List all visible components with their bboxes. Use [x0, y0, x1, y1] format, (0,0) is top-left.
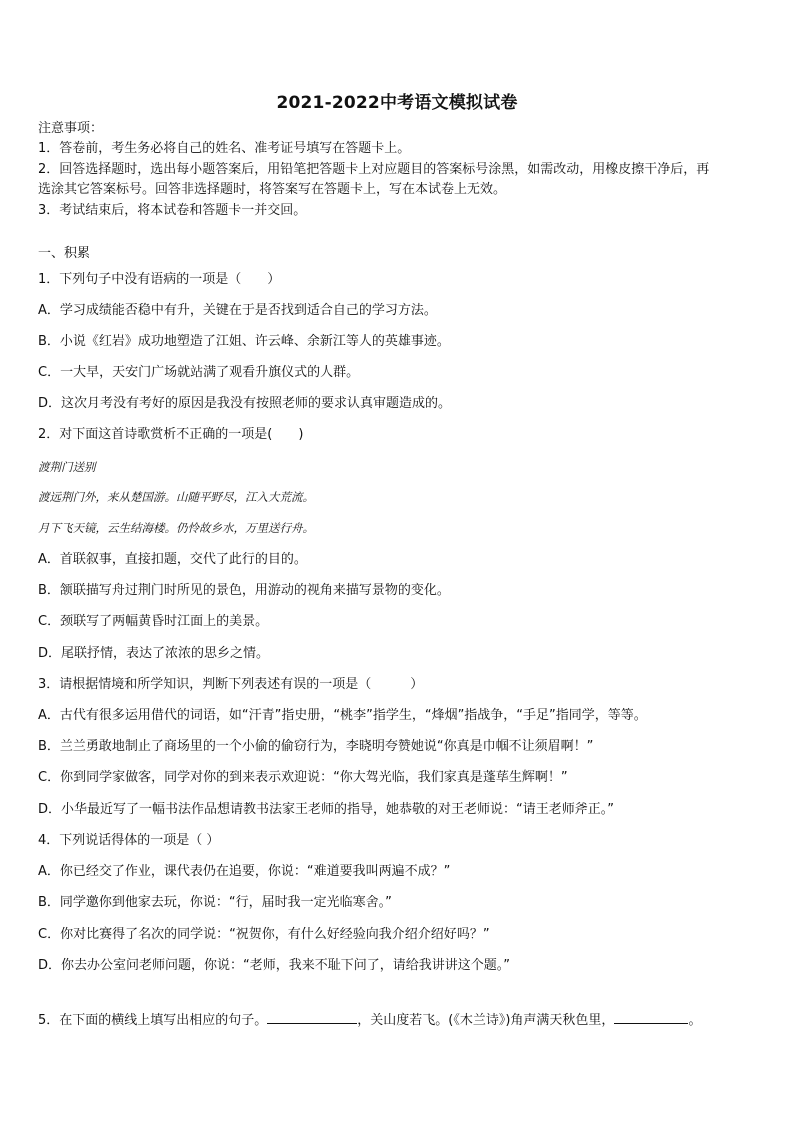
question-stem: 4．下列说话得体的一项是（ ） [38, 833, 220, 848]
notice-item: 2．回答选择题时，选出每小题答案后，用铅笔把答题卡上对应题目的答案标号涂黑，如需改动，用橡皮擦干净后，再 [38, 162, 710, 177]
option-b: B．兰兰勇敢地制止了商场里的一个小偷的偷窃行为，李晓明夸赞她说“你真是巾帼不让须眉啊！” [38, 739, 594, 754]
option-d: D．这次月考没有考好的原因是我没有按照老师的要求认真审题造成的。 [38, 396, 452, 411]
answer-blank[interactable] [614, 1011, 688, 1024]
q5-end: 。 [688, 1013, 702, 1028]
notice-item: 3．考试结束后，将本试卷和答题卡一并交回。 [38, 203, 307, 218]
page-title: 2021-2022中考语文模拟试卷 [276, 93, 518, 113]
question-stem: 3．请根据情境和所学知识，判断下列表述有误的一项是（ ） [38, 677, 424, 692]
option-a: A．学习成绩能否稳中有升，关键在于是否找到适合自己的学习方法。 [38, 303, 437, 318]
option-a: A．你已经交了作业，课代表仍在追要，你说：“难道要我叫两遍不成？” [38, 864, 451, 879]
notice-item: 选涂其它答案标号。回答非选择题时，将答案写在答题卡上，写在本试卷上无效。 [38, 182, 507, 197]
question-stem: 2．对下面这首诗歌赏析不正确的一项是( ) [38, 427, 304, 442]
q5-prompt: 5．在下面的横线上填写出相应的句子。 [38, 1013, 268, 1028]
answer-blank[interactable] [267, 1011, 357, 1024]
option-d: D．小华最近写了一幅书法作品想请教书法家王老师的指导，她恭敬的对王老师说：“请王老师斧正。” [38, 802, 614, 817]
question-stem [38, 1011, 701, 1029]
option-c: C．你对比赛得了名次的同学说：“祝贺你，有什么好经验向我介绍介绍好吗？” [38, 927, 490, 942]
option-c: C．一大早，天安门广场就站满了观看升旗仪式的人群。 [38, 365, 360, 380]
poem-title: 渡荆门送别 [38, 460, 96, 474]
section-heading: 一、积累 [38, 246, 91, 261]
option-b: B．颔联描写舟过荆门时所见的景色，用游动的视角来描写景物的变化。 [38, 583, 450, 598]
notice-item: 1．答卷前，考生务必将自己的姓名、准考证号填写在答题卡上。 [38, 141, 411, 156]
option-b: B．同学邀你到他家去玩，你说：“行，届时我一定光临寒舍。” [38, 895, 392, 910]
option-a: A．古代有很多运用借代的词语，如“汗青”指史册，“桃李”指学生，“烽烟”指战争，“手足”指同学，等等。 [38, 708, 647, 723]
option-c: C．你到同学家做客，同学对你的到来表示欢迎说：“你大驾光临，我们家真是蓬荜生辉啊！” [38, 770, 568, 785]
option-d: D．你去办公室问老师问题，你说：“老师，我来不耻下问了，请给我讲讲这个题。” [38, 958, 510, 973]
notice-heading: 注意事项： [38, 121, 104, 136]
poem-line: 渡远荆门外，来从楚国游。山随平野尽，江入大荒流。 [38, 490, 314, 504]
option-a: A．首联叙事，直接扣题，交代了此行的目的。 [38, 552, 307, 567]
option-d: D．尾联抒情，表达了浓浓的思乡之情。 [38, 646, 270, 661]
poem-line: 月下飞天镜，云生结海楼。仍怜故乡水，万里送行舟。 [38, 521, 314, 535]
question-stem: 1．下列句子中没有语病的一项是（ ） [38, 272, 281, 287]
option-b: B．小说《红岩》成功地塑造了江姐、许云峰、余新江等人的英雄事迹。 [38, 334, 450, 349]
option-c: C．颈联写了两幅黄昏时江面上的美景。 [38, 614, 269, 629]
q5-mid-text: ，关山度若飞。(《木兰诗》)角声满天秋色里， [357, 1013, 615, 1028]
